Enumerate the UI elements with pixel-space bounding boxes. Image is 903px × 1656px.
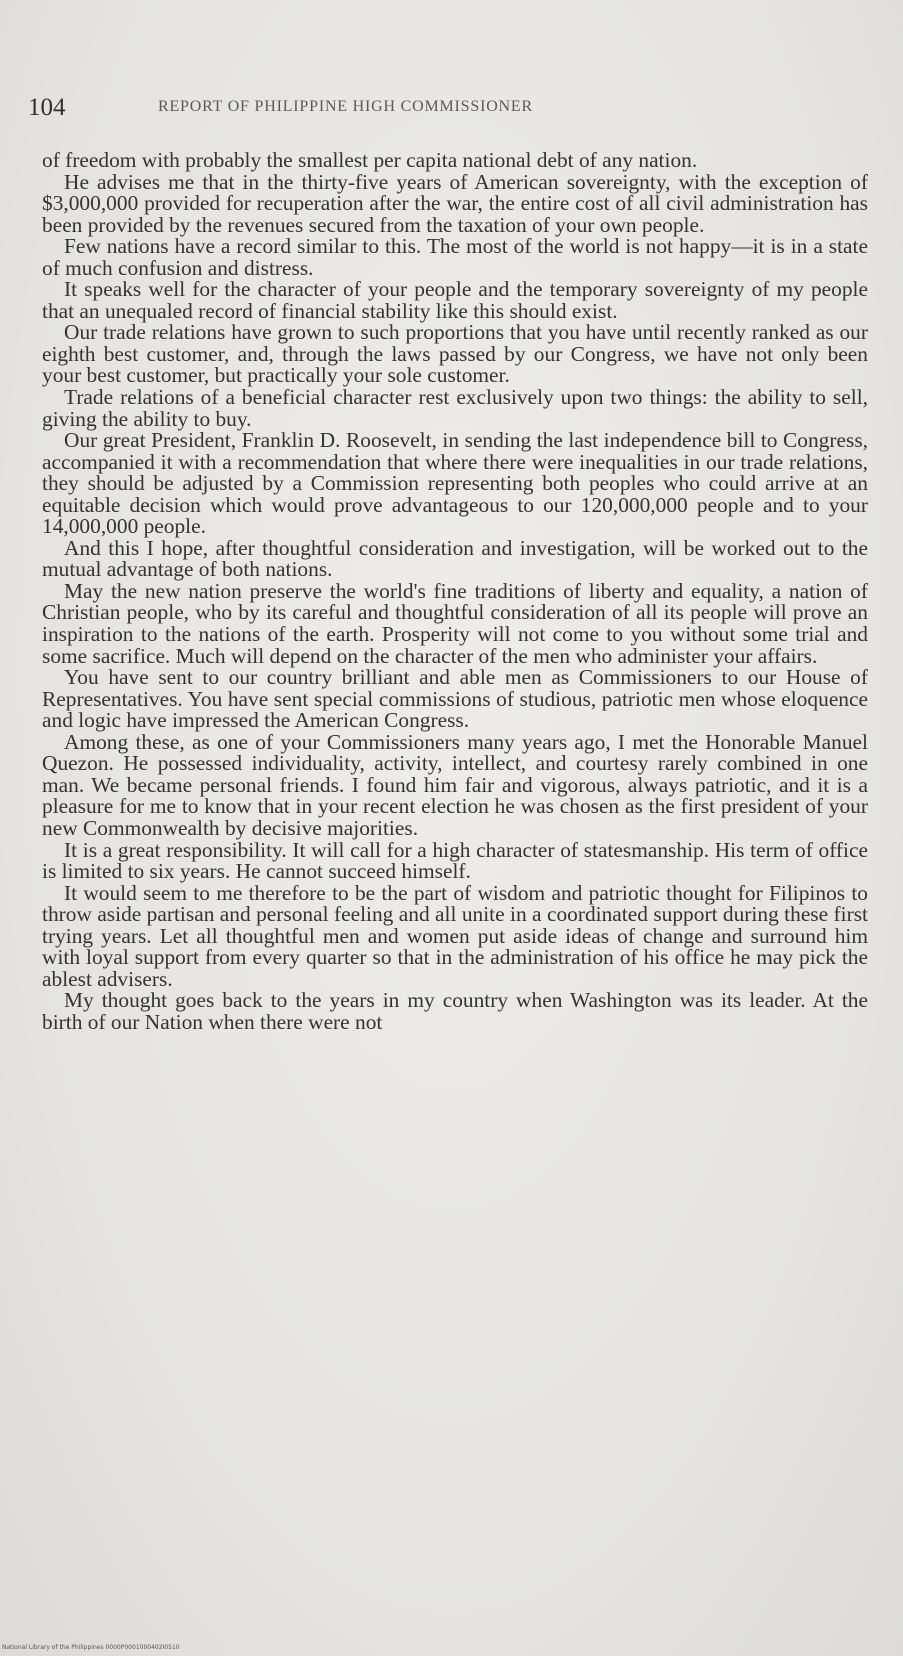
paragraph: It would seem to me therefore to be the part of wisdom and patriotic thought for Filipinos to throw aside partisan and personal feeling and all unite in a coordinated support during these first trying years. Let all thoughtful men and women put aside ideas of change and surround him with loyal support from every quarter so that in the administration of his office he may pick the ablest advisers. xyxy=(42,880,868,991)
running-head: REPORT OF PHILIPPINE HIGH COMMISSIONER xyxy=(158,98,533,115)
paragraph: My thought goes back to the years in my country when Washington was its leader. At the birth of our Nation when there were not xyxy=(42,988,868,1034)
paragraph: Few nations have a record similar to this. The most of the world is not happy—it is in a state of much confusion and distress. xyxy=(42,234,868,280)
paragraph: He advises me that in the thirty-five years of American sovereignty, with the exception of $3,000,000 provided for recuperation after the war, the entire cost of all civil administration has been provided by the revenues secured from the taxation of your own people. xyxy=(42,169,868,237)
scan-attribution: National Library of the Philippines 0000P0001000402I0510 xyxy=(2,1644,180,1651)
paragraph: It speaks well for the character of your people and the temporary sovereignty of my people that an unequaled record of financial stability like this should exist. xyxy=(42,277,868,323)
paragraph: Among these, as one of your Commissioners many years ago, I met the Honorable Manuel Quezon. He possessed individuality, activity, intellect, and courtesy rarely combined in one man. We became personal friends. I found him fair and vigorous, always patriotic, and it is a pleasure for me to know that in your recent election he was chosen as the first president of your new Commonwealth by decisive majorities. xyxy=(42,729,868,840)
paragraph: You have sent to our country brilliant and able men as Commissioners to our House of Representatives. You have sent special commissions of studious, patriotic men whose eloquence and logic have impressed the American Congress. xyxy=(42,665,868,733)
paragraph: Trade relations of a beneficial character rest exclusively upon two things: the ability to sell, giving the ability to buy. xyxy=(42,385,868,431)
body-text xyxy=(42,150,868,1033)
paragraph: It is a great responsibility. It will call for a high character of statesmanship. His term of office is limited to six years. He cannot succeed himself. xyxy=(42,837,868,884)
paragraph: And this I hope, after thoughtful consideration and investigation, will be worked out to the mutual advantage of both nations. xyxy=(42,535,868,582)
paragraph: May the new nation preserve the world's fine traditions of liberty and equality, a nation of Christian people, who by its careful and thoughtful consideration of all its people will prove an inspiration to the nations of the earth. Prosperity will not come to you without some trial and some sacrifice. Much will depend on the character of the men who administer your affairs. xyxy=(42,578,868,668)
page-number: 104 xyxy=(28,94,66,121)
page-header xyxy=(28,94,868,128)
paragraph: Our great President, Franklin D. Roosevelt, in sending the last independence bill to Congress, accompanied it with a recommendation that where there were inequalities in our trade relations, they should be adjusted by a Commission representing both peoples who could arrive at an equitable decision which would prove advantageous to our 120,000,000 people and to your 14,000,000 people. xyxy=(42,428,868,539)
paragraph: Our trade relations have grown to such proportions that you have until recently ranked as our eighth best customer, and, through the laws passed by our Congress, we have not only been your best customer, but practically your sole customer. xyxy=(42,320,868,388)
paragraph: of freedom with probably the smallest per capita national debt of any nation. xyxy=(42,148,698,172)
